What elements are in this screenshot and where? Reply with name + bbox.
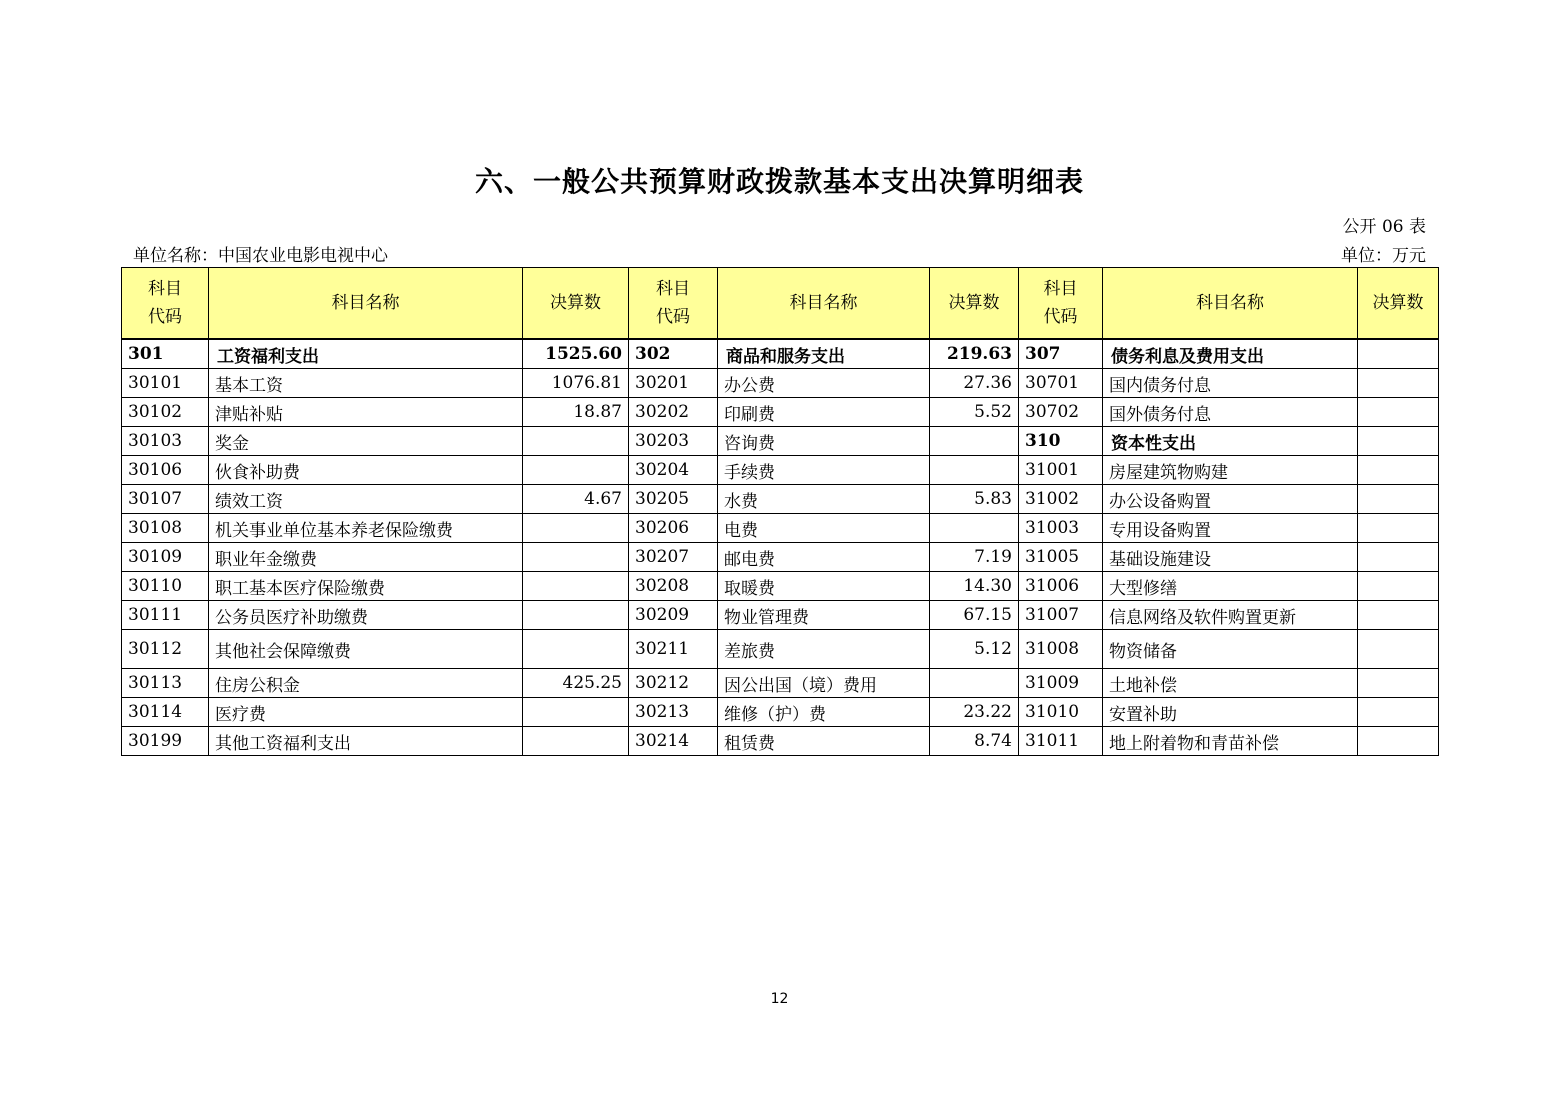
- cell-value: 5.83: [930, 485, 1019, 514]
- cell-value: [523, 727, 629, 756]
- cell-name: 办公费: [718, 369, 930, 398]
- cell-value: 18.87: [523, 398, 629, 427]
- cell-code: 30206: [629, 514, 718, 543]
- cell-name: 其他社会保障缴费: [209, 630, 523, 669]
- form-number: 公开 06 表: [1342, 217, 1426, 237]
- cell-name: 安置补助: [1103, 698, 1358, 727]
- cell-name: 信息网络及软件购置更新: [1103, 601, 1358, 630]
- cell-name: 伙食补助费: [209, 456, 523, 485]
- cell-name: 因公出国（境）费用: [718, 669, 930, 698]
- cell-value: 219.63: [930, 339, 1019, 369]
- table-row: [122, 339, 1439, 369]
- cell-name: 专用设备购置: [1103, 514, 1358, 543]
- cell-name: 物业管理费: [718, 601, 930, 630]
- cell-value: [523, 572, 629, 601]
- cell-name: 大型修缮: [1103, 572, 1358, 601]
- cell-value: [1358, 630, 1439, 669]
- cell-name: 国内债务付息: [1103, 369, 1358, 398]
- cell-value: [1358, 698, 1439, 727]
- cell-code: 30106: [122, 456, 209, 485]
- cell-value: [523, 427, 629, 456]
- cell-code: 30214: [629, 727, 718, 756]
- cell-value: 23.22: [930, 698, 1019, 727]
- cell-code: 30110: [122, 572, 209, 601]
- cell-name: 职业年金缴费: [209, 543, 523, 572]
- header-code: 科目 代码: [122, 268, 209, 340]
- cell-name: 基本工资: [209, 369, 523, 398]
- cell-code: 30212: [629, 669, 718, 698]
- cell-code: 302: [629, 339, 718, 369]
- cell-code: 30202: [629, 398, 718, 427]
- cell-code: 30203: [629, 427, 718, 456]
- cell-value: 1525.60: [523, 339, 629, 369]
- budget-detail-table: [121, 267, 1439, 756]
- cell-code: 30101: [122, 369, 209, 398]
- cell-code: 30111: [122, 601, 209, 630]
- cell-code: 30205: [629, 485, 718, 514]
- cell-value: 4.67: [523, 485, 629, 514]
- cell-name: 债务利息及费用支出: [1103, 339, 1358, 369]
- cell-value: [523, 601, 629, 630]
- cell-code: 30702: [1019, 398, 1103, 427]
- table-row: [122, 543, 1439, 572]
- table-row: [122, 601, 1439, 630]
- table-header-row: [122, 268, 1439, 340]
- cell-code: 30207: [629, 543, 718, 572]
- cell-name: 其他工资福利支出: [209, 727, 523, 756]
- table-row: [122, 572, 1439, 601]
- cell-value: [930, 669, 1019, 698]
- cell-value: [1358, 543, 1439, 572]
- cell-name: 基础设施建设: [1103, 543, 1358, 572]
- cell-code: 310: [1019, 427, 1103, 456]
- cell-code: 31006: [1019, 572, 1103, 601]
- cell-value: [1358, 398, 1439, 427]
- cell-name: 邮电费: [718, 543, 930, 572]
- cell-name: 水费: [718, 485, 930, 514]
- cell-name: 国外债务付息: [1103, 398, 1358, 427]
- cell-code: 31001: [1019, 456, 1103, 485]
- table-row: [122, 456, 1439, 485]
- table-row: [122, 630, 1439, 669]
- cell-value: 8.74: [930, 727, 1019, 756]
- cell-value: 425.25: [523, 669, 629, 698]
- cell-name: 维修（护）费: [718, 698, 930, 727]
- unit-name: 单位名称：中国农业电影电视中心: [133, 246, 388, 266]
- cell-name: 机关事业单位基本养老保险缴费: [209, 514, 523, 543]
- cell-name: 土地补偿: [1103, 669, 1358, 698]
- cell-value: 5.12: [930, 630, 1019, 669]
- cell-code: 31005: [1019, 543, 1103, 572]
- cell-code: 30108: [122, 514, 209, 543]
- cell-name: 电费: [718, 514, 930, 543]
- cell-name: 咨询费: [718, 427, 930, 456]
- cell-code: 31008: [1019, 630, 1103, 669]
- table-row: [122, 669, 1439, 698]
- cell-name: 资本性支出: [1103, 427, 1358, 456]
- cell-name: 租赁费: [718, 727, 930, 756]
- cell-value: 1076.81: [523, 369, 629, 398]
- table-row: [122, 427, 1439, 456]
- cell-value: 5.52: [930, 398, 1019, 427]
- header-value: 决算数: [930, 268, 1019, 340]
- cell-value: 67.15: [930, 601, 1019, 630]
- cell-value: [1358, 727, 1439, 756]
- cell-name: 取暖费: [718, 572, 930, 601]
- cell-value: [1358, 601, 1439, 630]
- cell-value: 14.30: [930, 572, 1019, 601]
- cell-value: [1358, 427, 1439, 456]
- cell-value: [930, 514, 1019, 543]
- cell-code: 307: [1019, 339, 1103, 369]
- cell-value: [523, 456, 629, 485]
- cell-code: 30211: [629, 630, 718, 669]
- cell-value: [1358, 369, 1439, 398]
- table-row: [122, 727, 1439, 756]
- cell-code: 31007: [1019, 601, 1103, 630]
- cell-value: [523, 630, 629, 669]
- cell-name: 医疗费: [209, 698, 523, 727]
- cell-value: [1358, 669, 1439, 698]
- cell-name: 地上附着物和青苗补偿: [1103, 727, 1358, 756]
- cell-name: 奖金: [209, 427, 523, 456]
- cell-name: 办公设备购置: [1103, 485, 1358, 514]
- cell-code: 30213: [629, 698, 718, 727]
- cell-code: 30109: [122, 543, 209, 572]
- cell-name: 职工基本医疗保险缴费: [209, 572, 523, 601]
- cell-name: 津贴补贴: [209, 398, 523, 427]
- table-row: [122, 398, 1439, 427]
- cell-name: 手续费: [718, 456, 930, 485]
- cell-value: [1358, 514, 1439, 543]
- cell-code: 31009: [1019, 669, 1103, 698]
- page-number: 12: [770, 991, 789, 1007]
- cell-code: 30113: [122, 669, 209, 698]
- cell-value: [1358, 572, 1439, 601]
- cell-code: 31003: [1019, 514, 1103, 543]
- table-row: [122, 698, 1439, 727]
- page-title: 六、一般公共预算财政拨款基本支出决算明细表: [474, 165, 1084, 198]
- cell-name: 商品和服务支出: [718, 339, 930, 369]
- cell-code: 30103: [122, 427, 209, 456]
- cell-value: [523, 698, 629, 727]
- cell-code: 30204: [629, 456, 718, 485]
- header-code: 科目 代码: [1019, 268, 1103, 340]
- header-name: 科目名称: [1103, 268, 1358, 340]
- cell-code: 301: [122, 339, 209, 369]
- cell-code: 31011: [1019, 727, 1103, 756]
- cell-code: 30102: [122, 398, 209, 427]
- cell-code: 30107: [122, 485, 209, 514]
- header-code: 科目 代码: [629, 268, 718, 340]
- header-value: 决算数: [523, 268, 629, 340]
- cell-value: 27.36: [930, 369, 1019, 398]
- cell-value: [523, 543, 629, 572]
- cell-name: 物资储备: [1103, 630, 1358, 669]
- cell-name: 工资福利支出: [209, 339, 523, 369]
- cell-name: 差旅费: [718, 630, 930, 669]
- cell-value: [930, 427, 1019, 456]
- header-value: 决算数: [1358, 268, 1439, 340]
- cell-code: 30112: [122, 630, 209, 669]
- cell-name: 住房公积金: [209, 669, 523, 698]
- cell-code: 30209: [629, 601, 718, 630]
- cell-name: 公务员医疗补助缴费: [209, 601, 523, 630]
- table-row: [122, 369, 1439, 398]
- table-row: [122, 485, 1439, 514]
- cell-name: 房屋建筑物购建: [1103, 456, 1358, 485]
- cell-code: 30201: [629, 369, 718, 398]
- cell-code: 31010: [1019, 698, 1103, 727]
- table-body: [122, 339, 1439, 756]
- cell-code: 31002: [1019, 485, 1103, 514]
- cell-value: [1358, 485, 1439, 514]
- cell-value: [1358, 456, 1439, 485]
- cell-value: [523, 514, 629, 543]
- header-name: 科目名称: [209, 268, 523, 340]
- table-row: [122, 514, 1439, 543]
- cell-code: 30208: [629, 572, 718, 601]
- cell-code: 30114: [122, 698, 209, 727]
- header-name: 科目名称: [718, 268, 930, 340]
- cell-name: 绩效工资: [209, 485, 523, 514]
- cell-code: 30701: [1019, 369, 1103, 398]
- cell-name: 印刷费: [718, 398, 930, 427]
- cell-value: [1358, 339, 1439, 369]
- unit-label: 单位：万元: [1341, 246, 1426, 266]
- cell-value: 7.19: [930, 543, 1019, 572]
- cell-value: [930, 456, 1019, 485]
- cell-code: 30199: [122, 727, 209, 756]
